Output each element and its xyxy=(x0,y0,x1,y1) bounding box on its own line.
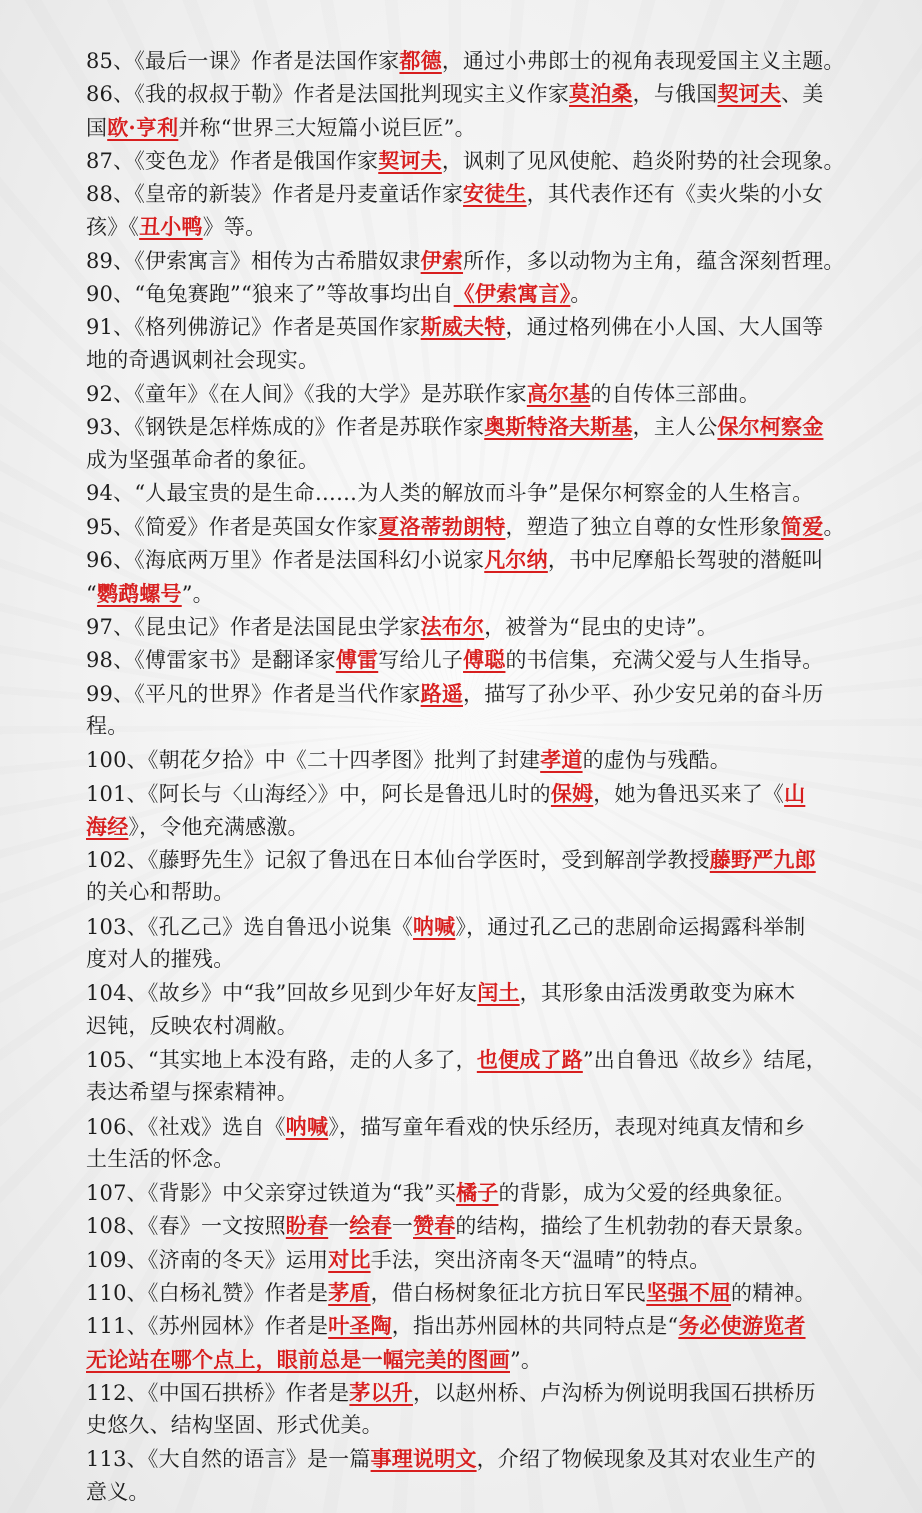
list-item xyxy=(86,1043,848,1110)
text-line xyxy=(86,943,848,976)
text-segment: 111、《苏州园林》作者是 xyxy=(86,1314,329,1339)
text-segment: ，讽刺了见风使舵、趋炎附势的社会现象。 xyxy=(441,148,845,173)
list-item xyxy=(86,277,848,310)
text-segment: ”出自鲁迅《故乡》结尾， xyxy=(582,1047,827,1072)
text-segment: 106、《社戏》选自《 xyxy=(86,1114,286,1139)
text-segment: “ xyxy=(86,581,97,606)
text-line xyxy=(86,1343,848,1376)
text-segment: 国 xyxy=(86,115,108,140)
text-segment: ”。 xyxy=(510,1347,543,1372)
text-segment: ，描写了孙少平、孙少安兄弟的奋斗历 xyxy=(463,681,824,706)
highlighted-keyword: 都德 xyxy=(399,48,442,73)
text-line xyxy=(86,1309,848,1342)
text-line xyxy=(86,344,848,377)
text-segment: 86、《我的叔叔于勒》作者是法国批判现实主义作家 xyxy=(86,82,570,107)
text-segment: 90、“龟兔赛跑”“狼来了”等故事均出自 xyxy=(86,282,454,307)
highlighted-keyword: 简爱 xyxy=(781,514,824,540)
text-segment: ，介绍了物候现象及其对农业生产的 xyxy=(476,1447,816,1472)
text-segment: 的书信集，充满父爱与人生指导。 xyxy=(505,648,824,673)
text-segment: 一 xyxy=(328,1214,350,1239)
highlighted-keyword: 坚强不屈 xyxy=(646,1279,732,1305)
text-segment: 110、《白杨礼赞》作者是 xyxy=(86,1280,329,1305)
text-line xyxy=(86,777,848,810)
text-segment: ，书中尼摩船长驾驶的潜艇叫 xyxy=(547,548,824,573)
text-segment: 表达希望与探索精神。 xyxy=(86,1080,298,1105)
text-segment: 102、《藤野先生》记叙了鲁迅在日本仙台学医时，受到解剖学教授 xyxy=(86,848,710,873)
text-line xyxy=(86,277,848,310)
text-segment: 99、《平凡的世界》作者是当代作家 xyxy=(86,681,421,706)
list-item xyxy=(86,1376,848,1443)
highlighted-keyword: 海经 xyxy=(86,813,129,839)
highlighted-keyword: 呐喊 xyxy=(285,1113,329,1139)
text-segment: 93、《钢铁是怎样炼成的》作者是苏联作家 xyxy=(86,415,485,440)
highlighted-keyword: 赞春 xyxy=(413,1213,456,1239)
text-segment: 程。 xyxy=(86,713,129,738)
highlighted-keyword: 绘春 xyxy=(349,1213,392,1239)
notes-list xyxy=(86,44,848,1509)
highlighted-keyword: 盼春 xyxy=(285,1213,329,1239)
text-line xyxy=(86,210,848,243)
text-segment: 并称“世界三大短篇小说巨匠”。 xyxy=(178,115,476,140)
text-line xyxy=(86,710,848,743)
text-line xyxy=(86,610,848,643)
text-segment: ”。 xyxy=(181,581,214,606)
text-segment: 112、《中国石拱桥》作者是 xyxy=(86,1380,350,1405)
list-item xyxy=(86,976,848,1043)
text-segment: ，塑造了独立自尊的女性形象 xyxy=(505,515,782,540)
highlighted-keyword: 对比 xyxy=(328,1246,371,1272)
text-line xyxy=(86,577,848,610)
highlighted-keyword: 安徒生 xyxy=(463,181,527,207)
list-item xyxy=(86,643,848,676)
list-item xyxy=(86,543,848,610)
text-segment: 的背影，成为父爱的经典象征。 xyxy=(498,1181,796,1206)
text-line xyxy=(86,1376,848,1409)
text-line xyxy=(86,310,848,343)
highlighted-keyword: 丑小鸭 xyxy=(139,214,203,240)
highlighted-keyword: 事理说明文 xyxy=(370,1446,477,1472)
highlighted-keyword: 《伊索寓言》 xyxy=(453,281,571,307)
list-item xyxy=(86,843,848,910)
highlighted-keyword: 契诃夫 xyxy=(717,81,782,107)
list-item xyxy=(86,610,848,643)
text-segment: ，指出苏州园林的共同特点是“ xyxy=(391,1314,679,1339)
text-segment: 85、《最后一课》作者是法国作家 xyxy=(86,49,400,73)
highlighted-keyword: 无论站在哪个点上，眼前总是一幅完美的图画 xyxy=(86,1346,510,1372)
text-segment: ，与俄国 xyxy=(632,82,718,107)
text-line xyxy=(86,810,848,843)
text-segment: 91、《格列佛游记》作者是英国作家 xyxy=(86,315,421,340)
text-segment: 87、《变色龙》作者是俄国作家 xyxy=(86,148,379,173)
highlighted-keyword: 闰土 xyxy=(477,980,520,1006)
text-line xyxy=(86,1110,848,1143)
text-line xyxy=(86,677,848,710)
highlighted-keyword: 契诃夫 xyxy=(378,147,442,173)
text-line xyxy=(86,643,848,676)
text-segment: 108、《春》一文按照 xyxy=(86,1214,286,1239)
text-segment: 95、《简爱》作者是英国女作家 xyxy=(86,515,379,540)
text-segment: 105、“其实地上本没有路，走的人多了， xyxy=(86,1047,477,1072)
list-item xyxy=(86,1276,848,1309)
text-line xyxy=(86,543,848,576)
text-line xyxy=(86,1143,848,1176)
highlighted-keyword: 路遥 xyxy=(420,680,464,706)
text-segment: 度对人的摧残。 xyxy=(86,947,235,972)
list-item xyxy=(86,44,848,77)
text-segment: 》，通过孔乙己的悲剧命运揭露科举制 xyxy=(455,914,806,939)
text-segment: 89、《伊索寓言》相传为古希腊奴隶 xyxy=(86,248,421,273)
list-item xyxy=(86,1243,848,1276)
text-segment: 所作，多以动物为主角，蕴含深刻哲理。 xyxy=(463,248,845,273)
highlighted-keyword: 孝道 xyxy=(540,747,583,773)
text-segment: 写给儿子 xyxy=(378,648,464,673)
text-line xyxy=(86,177,848,210)
text-line xyxy=(86,410,848,443)
text-segment: 的自传体三部曲。 xyxy=(590,381,761,406)
highlighted-keyword: 务必使游览者 xyxy=(678,1313,806,1339)
text-segment: ，通过格列佛在小人国、大人国等 xyxy=(505,315,824,340)
text-line xyxy=(86,876,848,909)
list-item xyxy=(86,177,848,244)
text-segment: 成为坚强革命者的象征。 xyxy=(86,447,320,472)
highlighted-keyword: 茅以升 xyxy=(349,1379,413,1405)
list-item xyxy=(86,510,848,543)
highlighted-keyword: 呐喊 xyxy=(412,913,456,939)
text-line xyxy=(86,77,848,110)
text-segment: 的精神。 xyxy=(731,1280,816,1305)
list-item xyxy=(86,477,848,510)
text-segment: 104、《故乡》中“我”回故乡见到少年好友 xyxy=(86,981,478,1006)
text-segment: 》，描写童年看戏的快乐经历，表现对纯真友情和乡 xyxy=(328,1114,806,1139)
text-segment: 手法，突出济南冬天“温晴”的特点。 xyxy=(370,1247,711,1272)
text-line xyxy=(86,1076,848,1109)
text-segment: 96、《海底两万里》作者是法国科幻小说家 xyxy=(86,548,485,573)
text-segment: ，通过小弗郎士的视角表现爱国主义主题。 xyxy=(441,49,845,73)
list-item xyxy=(86,310,848,377)
list-item xyxy=(86,1309,848,1376)
list-item xyxy=(86,410,848,477)
text-line xyxy=(86,477,848,510)
text-line xyxy=(86,1409,848,1442)
list-item xyxy=(86,1209,848,1242)
text-line xyxy=(86,843,848,876)
text-line xyxy=(86,510,848,543)
highlighted-keyword: 欧·亨利 xyxy=(107,114,179,140)
list-item xyxy=(86,1176,848,1209)
text-segment: 土生活的怀念。 xyxy=(86,1146,235,1171)
list-item xyxy=(86,743,848,776)
list-item xyxy=(86,910,848,977)
text-segment: 意义。 xyxy=(86,1479,150,1504)
list-item xyxy=(86,1110,848,1177)
highlighted-keyword: 法布尔 xyxy=(420,614,485,640)
list-item xyxy=(86,677,848,744)
text-segment: 94、“人最宝贵的是生命……为人类的解放而斗争”是保尔柯察金的人生格言。 xyxy=(86,480,814,505)
text-segment: 。 xyxy=(823,515,845,540)
text-segment: 109、《济南的冬天》运用 xyxy=(86,1247,329,1272)
list-item xyxy=(86,1442,848,1509)
text-line xyxy=(86,377,848,410)
text-line xyxy=(86,1043,848,1076)
text-segment: 》等。 xyxy=(202,215,267,240)
text-segment: 的关心和帮助。 xyxy=(86,880,235,905)
text-segment: ，其代表作还有《卖火柴的小女 xyxy=(526,182,824,207)
highlighted-keyword: 夏洛蒂勃朗特 xyxy=(378,514,506,540)
text-segment: 孩》《 xyxy=(86,215,140,240)
list-item xyxy=(86,77,848,144)
text-segment: ，被誉为“昆虫的史诗”。 xyxy=(484,615,719,640)
highlighted-keyword: 也便成了路 xyxy=(476,1046,583,1072)
text-segment: 103、《孔乙己》选自鲁迅小说集《 xyxy=(86,914,413,939)
text-segment: ，以赵州桥、卢沟桥为例说明我国石拱桥历 xyxy=(413,1380,816,1405)
list-item xyxy=(86,144,848,177)
highlighted-keyword: 斯威夫特 xyxy=(420,314,506,340)
text-segment: 的虚伪与残酷。 xyxy=(582,748,731,773)
highlighted-keyword: 莫泊桑 xyxy=(569,81,633,107)
text-line xyxy=(86,111,848,144)
highlighted-keyword: 奥斯特洛夫斯基 xyxy=(484,414,633,440)
text-line xyxy=(86,44,848,77)
text-line xyxy=(86,1276,848,1309)
text-segment: ，她为鲁迅买来了《 xyxy=(593,781,785,806)
text-segment: 》，令他充满感激。 xyxy=(128,814,309,839)
text-line xyxy=(86,1243,848,1276)
text-segment: 88、《皇帝的新装》作者是丹麦童话作家 xyxy=(86,182,464,207)
text-line xyxy=(86,1176,848,1209)
list-item xyxy=(86,377,848,410)
text-line xyxy=(86,444,848,477)
text-segment: 107、《背影》中父亲穿过铁道为“我”买 xyxy=(86,1181,457,1206)
text-segment: 92、《童年》《在人间》《我的大学》是苏联作家 xyxy=(86,381,527,406)
highlighted-keyword: 保尔柯察金 xyxy=(717,414,824,440)
text-line xyxy=(86,1209,848,1242)
highlighted-keyword: 凡尔纳 xyxy=(484,547,548,573)
highlighted-keyword: 山 xyxy=(784,780,806,806)
text-segment: 113、《大自然的语言》是一篇 xyxy=(86,1447,371,1472)
text-line xyxy=(86,244,848,277)
highlighted-keyword: 藤野严九郎 xyxy=(709,847,816,873)
text-line xyxy=(86,144,848,177)
text-segment: 史悠久、结构坚固、形式优美。 xyxy=(86,1413,383,1438)
highlighted-keyword: 叶圣陶 xyxy=(328,1313,392,1339)
text-segment: 迟钝，反映农村凋敝。 xyxy=(86,1013,298,1038)
text-line xyxy=(86,1476,848,1509)
highlighted-keyword: 保姆 xyxy=(550,780,594,806)
text-line xyxy=(86,976,848,1009)
highlighted-keyword: 鹦鹉螺号 xyxy=(96,580,182,606)
text-segment: 、美 xyxy=(781,82,824,107)
text-segment: 一 xyxy=(391,1214,414,1239)
highlighted-keyword: 茅盾 xyxy=(328,1279,371,1305)
text-segment: ，主人公 xyxy=(632,415,718,440)
text-segment: 地的奇遇讽刺社会现实。 xyxy=(86,347,320,372)
text-segment: 。 xyxy=(570,282,592,307)
text-line xyxy=(86,910,848,943)
highlighted-keyword: 伊索 xyxy=(420,247,464,273)
text-segment: ，其形象由活泼勇敢变为麻木 xyxy=(519,981,796,1006)
highlighted-keyword: 傅雷 xyxy=(335,647,379,673)
text-line xyxy=(86,743,848,776)
text-segment: ，借白杨树象征北方抗日军民 xyxy=(370,1280,647,1305)
text-line xyxy=(86,1442,848,1475)
text-segment: 101、《阿长与〈山海经〉》中，阿长是鲁迅儿时的 xyxy=(86,781,551,806)
text-line xyxy=(86,1010,848,1043)
text-segment: 的结构，描绘了生机勃勃的春天景象。 xyxy=(455,1214,816,1239)
highlighted-keyword: 橘子 xyxy=(456,1180,499,1206)
list-item xyxy=(86,777,848,844)
list-item xyxy=(86,244,848,277)
highlighted-keyword: 傅聪 xyxy=(463,647,506,673)
text-segment: 98、《傅雷家书》是翻译家 xyxy=(86,648,336,673)
highlighted-keyword: 高尔基 xyxy=(526,380,591,406)
text-segment: 97、《昆虫记》作者是法国昆虫学家 xyxy=(86,615,421,640)
text-segment: 100、《朝花夕拾》中《二十四孝图》批判了封建 xyxy=(86,748,541,773)
